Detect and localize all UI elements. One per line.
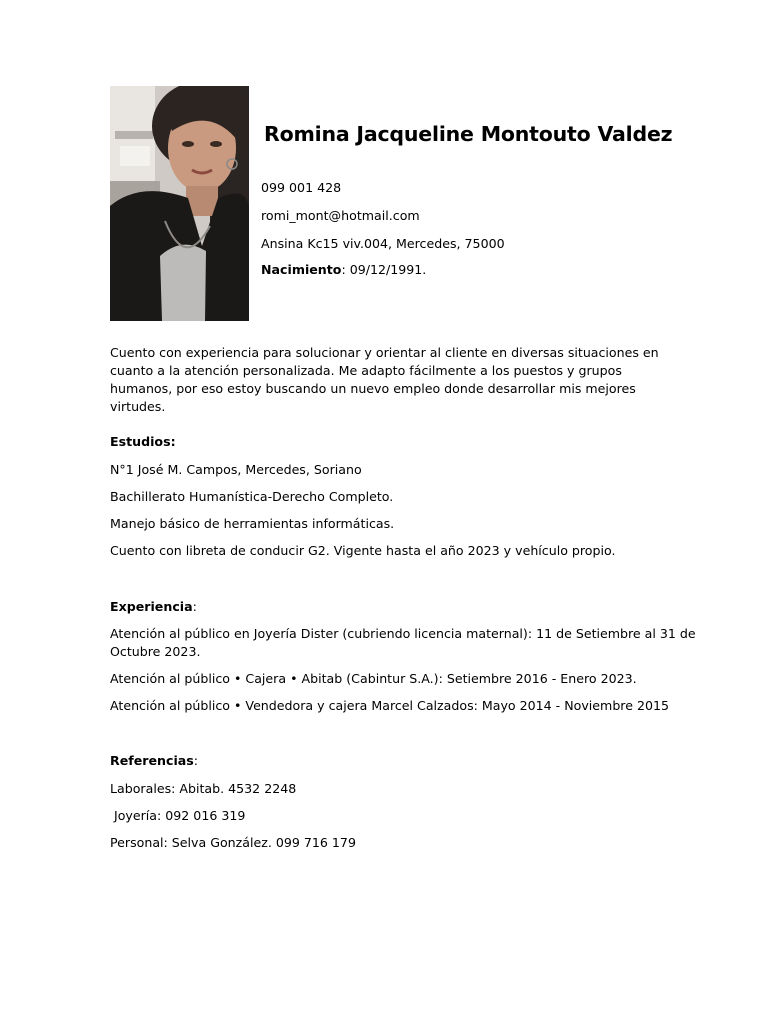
experience-item: Atención al público en Joyería Dister (cubriendo licencia maternal): 11 de Setiembre al 31 de	[110, 626, 696, 641]
experience-item: Atención al público • Cajera • Abitab (Cabintur S.A.): Setiembre 2016 - Enero 2023.	[110, 671, 637, 686]
studies-item: Manejo básico de herramientas informáticas.	[110, 516, 395, 531]
experience-heading	[110, 598, 197, 615]
studies-item: Bachillerato Humanística-Derecho Completo.	[110, 489, 394, 504]
birth-value: : 09/12/1991.	[341, 262, 427, 277]
references-heading	[110, 752, 198, 769]
references-heading-colon: :	[193, 753, 199, 768]
experience-item-continued: Octubre 2023.	[110, 644, 201, 659]
experience-item: Atención al público • Vendedora y cajera Marcel Calzados: Mayo 2014 - Noviembre 2015	[110, 698, 670, 713]
home-address: Ansina Kc15 viv.004, Mercedes, 75000	[261, 236, 505, 251]
birth-date	[261, 261, 426, 278]
professional-summary: Cuento con experiencia para solucionar y orientar al cliente en diversas situaciones en cuanto a la atención personalizada. Me adapto fácilmente a los puestos y grupos humanos, por eso estoy buscando un nuevo empleo donde desarrollar mis mejores virtudes.	[110, 345, 659, 414]
studies-heading: Estudios:	[110, 434, 176, 449]
experience-heading-colon: :	[192, 599, 197, 614]
reference-item: Laborales: Abitab. 4532 2248	[110, 781, 297, 796]
candidate-name: Romina Jacqueline Montouto Valdez	[264, 122, 673, 146]
reference-item: Personal: Selva González. 099 716 179	[110, 835, 356, 850]
reference-item: Joyería: 092 016 319	[110, 808, 246, 823]
birth-label: Nacimiento	[261, 262, 342, 277]
studies-item: N°1 José M. Campos, Mercedes, Soriano	[110, 462, 362, 477]
email-address: romi_mont@hotmail.com	[261, 208, 420, 223]
studies-item: Cuento con libreta de conducir G2. Vigente hasta el año 2023 y vehículo propio.	[110, 543, 616, 558]
experience-heading-label: Experiencia	[110, 599, 193, 614]
profile-photo	[110, 86, 249, 321]
phone-number: 099 001 428	[261, 180, 342, 195]
references-heading-label: Referencias	[110, 753, 194, 768]
